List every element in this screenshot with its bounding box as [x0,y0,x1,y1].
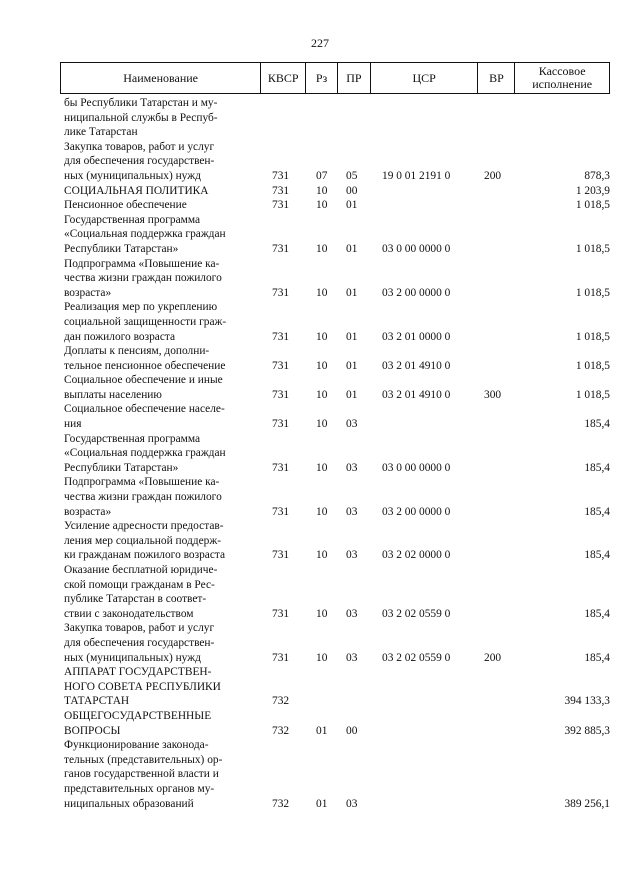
row-rz: 10 [316,549,328,562]
row-name-line: Подпрограмма «Повышение ка- [64,476,220,489]
row-name-line: ниципальной службы в Респуб- [64,111,218,124]
row-pr: 01 [346,359,358,372]
table-row [64,738,610,811]
row-rz: 10 [316,199,328,212]
row-csr: 03 2 00 0000 0 [382,505,451,518]
row-name [64,475,254,519]
row-name-line: чества жизни граждан пожилого [64,491,222,504]
row-amount: 185,4 [584,461,610,474]
row-pr: 03 [346,607,358,620]
row-amount: 185,4 [584,549,610,562]
row-amount: 185,4 [584,418,610,431]
row-amount: 1 203,9 [575,184,610,197]
row-rz: 07 [316,169,328,182]
row-name [64,621,254,665]
row-pr: 03 [346,797,358,810]
row-name [64,563,254,621]
row-pr: 03 [346,549,358,562]
row-name-line: ОБЩЕГОСУДАРСТВЕННЫЕ [64,709,212,722]
row-kvsr: 731 [272,184,290,197]
row-name-line: представительных органов му- [64,782,215,795]
row-rz: 10 [316,505,328,518]
row-name-line: Доплаты к пенсиям, дополни- [64,345,210,358]
row-csr: 03 2 01 4910 0 [382,388,451,401]
row-name-line: возраста» [64,286,112,299]
row-kvsr: 731 [272,461,290,474]
row-rz: 10 [316,388,328,401]
row-rz: 10 [316,286,328,299]
row-name [64,665,254,709]
row-name-line: ганов государственной власти и [64,768,219,781]
row-kvsr: 731 [272,505,290,518]
table-row [64,475,610,519]
row-vr: 300 [484,388,502,401]
row-csr: 03 2 01 0000 0 [382,330,451,343]
row-kvsr: 731 [272,607,290,620]
row-kvsr: 732 [272,695,290,708]
row-amount: 1 018,5 [575,199,610,212]
row-name-line: ниципальных образований [64,797,194,810]
row-pr: 03 [346,461,358,474]
row-name-line: возраста» [64,505,112,518]
row-csr: 03 0 00 0000 0 [382,242,451,255]
row-name [64,344,254,373]
row-kvsr: 731 [272,388,290,401]
row-pr: 01 [346,199,358,212]
row-name [64,140,254,184]
row-rz: 10 [316,242,328,255]
row-name-line: АППАРАТ ГОСУДАРСТВЕН- [64,666,212,679]
row-pr: 01 [346,388,358,401]
table-row [64,432,610,476]
row-amount: 878,3 [584,169,610,182]
row-name-line: Пенсионное обеспечение [64,199,187,212]
row-amount: 185,4 [584,505,610,518]
row-name-line: тельных (представительных) ор- [64,753,223,766]
row-name [64,519,254,563]
row-csr: 03 2 02 0000 0 [382,549,451,562]
row-rz: 10 [316,418,328,431]
row-rz: 01 [316,724,328,737]
row-name-line: лике Татарстан [64,126,138,139]
row-amount: 1 018,5 [575,388,610,401]
table-row [64,402,610,431]
row-kvsr: 731 [272,418,290,431]
table-body [64,96,610,811]
row-name [64,96,254,140]
row-name-line: выплаты населению [64,388,162,401]
row-kvsr: 731 [272,651,290,664]
row-name-line: ТАТАРСТАН [64,695,130,708]
row-name-line: Государственная программа [64,432,201,445]
row-csr: 03 0 00 0000 0 [382,461,451,474]
row-vr: 200 [484,651,502,664]
row-name-line: социальной защищенности граж- [64,315,227,328]
row-rz: 10 [316,461,328,474]
row-kvsr: 731 [272,199,290,212]
row-name-line: НОГО СОВЕТА РЕСПУБЛИКИ [64,680,221,693]
row-vr: 200 [484,169,502,182]
row-name-line: Усиление адресности предостав- [64,520,224,533]
row-name-line: ской помощи гражданам в Рес- [64,578,215,591]
row-amount: 1 018,5 [575,286,610,299]
row-kvsr: 731 [272,359,290,372]
row-pr: 03 [346,418,358,431]
row-name [64,184,254,199]
row-name [64,709,254,738]
row-kvsr: 731 [272,242,290,255]
row-name-line: бы Республики Татарстан и му- [64,97,218,109]
row-name-line: Социальное обеспечение и иные [64,374,223,387]
row-amount: 1 018,5 [575,242,610,255]
row-name-line: тельное пенсионное обеспечение [64,359,226,372]
row-name-line: Социальное обеспечение населе- [64,403,225,416]
header-kvsr: КВСР [260,63,305,93]
row-name-line: Оказание бесплатной юридиче- [64,564,218,576]
row-name-line: Республики Татарстан» [64,242,179,255]
row-rz: 01 [316,797,328,810]
row-name-line: ления мер социальной поддерж- [64,534,222,547]
row-csr: 19 0 01 2191 0 [382,169,451,182]
row-name-line: для обеспечения государствен- [64,636,215,649]
row-name-line: «Социальная поддержка граждан [64,447,226,460]
page-number: 227 [311,36,329,50]
table-row [64,563,610,621]
table-row [64,96,610,140]
row-amount: 1 018,5 [575,359,610,372]
row-pr: 00 [346,184,358,197]
table-row [64,344,610,373]
row-name-line: Государственная программа [64,213,201,226]
row-name-line: для обеспечения государствен- [64,155,215,168]
row-name-line: дан пожилого возраста [64,330,176,343]
row-csr: 03 2 02 0559 0 [382,607,451,620]
row-kvsr: 732 [272,724,290,737]
header-vr: ВР [477,63,514,93]
row-kvsr: 732 [272,797,290,810]
row-rz: 10 [316,651,328,664]
row-name-line: Закупка товаров, работ и услуг [64,622,215,635]
row-pr: 03 [346,505,358,518]
row-name-line: ния [64,418,82,431]
row-amount: 185,4 [584,651,610,664]
row-pr: 03 [346,651,358,664]
row-name-line: ных (муниципальных) нужд [64,651,201,664]
row-name-line: ствии с законодательством [64,607,194,620]
row-rz: 10 [316,607,328,620]
table-row [64,621,610,665]
row-name-line: чества жизни граждан пожилого [64,272,222,285]
row-name [64,402,254,431]
table-row [64,198,610,213]
row-kvsr: 731 [272,169,290,182]
row-name [64,432,254,476]
table-row [64,184,610,199]
row-name-line: Республики Татарстан» [64,461,179,474]
row-amount: 185,4 [584,607,610,620]
table-row [64,140,610,184]
row-pr: 01 [346,242,358,255]
row-kvsr: 731 [272,549,290,562]
row-name-line: ВОПРОСЫ [64,724,121,737]
row-name-line: ки гражданам пожилого возраста [64,549,226,562]
table-row [64,373,610,402]
row-rz: 10 [316,184,328,197]
row-csr: 03 2 00 0000 0 [382,286,451,299]
row-pr: 01 [346,286,358,299]
row-amount: 389 256,1 [564,797,610,810]
row-csr: 03 2 01 4910 0 [382,359,451,372]
header-name: Наименование [123,70,199,85]
row-pr: 01 [346,330,358,343]
header-amount: Кассовое исполнение [514,63,609,93]
row-name-line: Реализация мер по укреплению [64,301,218,314]
row-amount: 394 133,3 [564,695,610,708]
table-header [60,62,610,94]
table-row [64,257,610,301]
row-name [64,213,254,257]
row-rz: 10 [316,359,328,372]
row-name [64,198,254,213]
row-kvsr: 731 [272,286,290,299]
header-csr: ЦСР [370,63,478,93]
row-amount: 392 885,3 [564,724,610,737]
row-rz: 10 [316,330,328,343]
row-name-line: «Социальная поддержка граждан [64,228,226,241]
row-name-line: Подпрограмма «Повышение ка- [64,257,220,270]
row-name-line: Закупка товаров, работ и услуг [64,140,215,153]
table-row [64,519,610,563]
row-amount: 1 018,5 [575,330,610,343]
table-row [64,300,610,344]
row-pr: 05 [346,169,358,182]
row-kvsr: 731 [272,330,290,343]
row-name-line: Функционирование законода- [64,739,209,752]
row-name [64,738,254,811]
row-pr: 00 [346,724,358,737]
row-name-line: СОЦИАЛЬНАЯ ПОЛИТИКА [64,184,209,197]
header-rz: Рз [305,63,337,93]
row-name [64,373,254,402]
row-name-line: публике Татарстан в соответ- [64,593,207,606]
row-name [64,257,254,301]
table-row [64,665,610,709]
row-name-line: ных (муниципальных) нужд [64,169,201,182]
table-row [64,213,610,257]
row-name [64,300,254,344]
row-csr: 03 2 02 0559 0 [382,651,451,664]
table-row [64,709,610,738]
header-pr: ПР [337,63,370,93]
